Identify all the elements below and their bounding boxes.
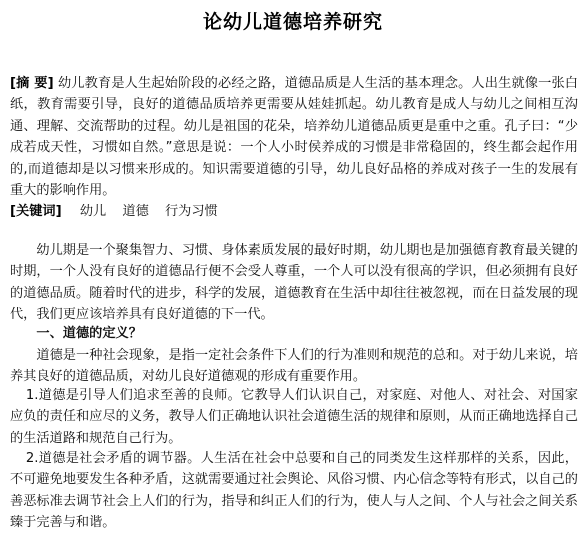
keywords-label: [关键词]	[10, 204, 62, 219]
keyword-item: 道德	[122, 204, 149, 219]
abstract-label: [摘 要]	[10, 76, 54, 91]
abstract-paragraph	[10, 73, 578, 201]
body-paragraph-definition: 道德是一种社会现象，是指一定社会条件下人们的行为准则和规范的总和。对于幼儿来说，培养其良好的道德品质，对幼儿良好道德观的形成有重要作用。	[10, 348, 578, 385]
keyword-item: 幼儿	[79, 204, 107, 219]
body-paragraph-intro: 幼儿期是一个聚集智力、习惯、身体素质发展的最好时期，幼儿期也是加强德育教育最关键的时期，一个人没有良好的道德品行便不会受人尊重，一个人可以没有很高的学识，但必须拥有良好的道德品质。随着时代的进步，科学的发展，道德教育在生活中却往往被忽视，而在日益发展的现代，我们更应该培养具有良好道德的下一代。	[10, 243, 578, 323]
body-paragraph-point-1: 1.道德是引导人们追求至善的良师。它教导人们认识自己，对家庭、对他人、对社会、对国家应负的责任和应尽的义务，教导人们正确地认识社会道德生活的规律和原则，从而正确地选择自己的生活道路和规范自己行为。	[10, 388, 578, 446]
keyword-item: 行为习惯	[164, 204, 218, 219]
keywords-line	[10, 201, 578, 222]
body-paragraph-point-2: 2.道德是社会矛盾的调节器。人生活在社会中总要和自己的同类发生这样那样的关系，因此，不可避免地要发生各种矛盾，这就需要通过社会舆论、风俗习惯、内心信念等特有形式，以自己的善恶标准去调节社会上人们的行为，指导和纠正人们的行为，使人与人之间、个人与社会之间关系臻于完善与和谐。	[10, 451, 578, 531]
abstract-text: 幼儿教育是人生起始阶段的必经之路，道德品质是人生活的基本理念。人出生就像一张白纸，教育需要引导，良好的道德品质培养更需要从娃娃抓起。幼儿教育是成人与幼儿之间相互沟通、理解、交流帮助的过程。幼儿是祖国的花朵，培养幼儿道德品质更是重中之重。孔子曰：“少成若成天性，习惯如自然。”意思是说：一个人小时侯养成的习惯是非常稳固的，终生都会起作用的,而道德却是以习惯来形成的。知识需要道德的引导，幼儿良好品格的养成对孩子一生的发展有重大的影响作用。	[10, 76, 578, 199]
document-title: 论幼儿道德培养研究	[202, 11, 383, 33]
section-heading-1: 一、道德的定义？	[36, 326, 142, 341]
